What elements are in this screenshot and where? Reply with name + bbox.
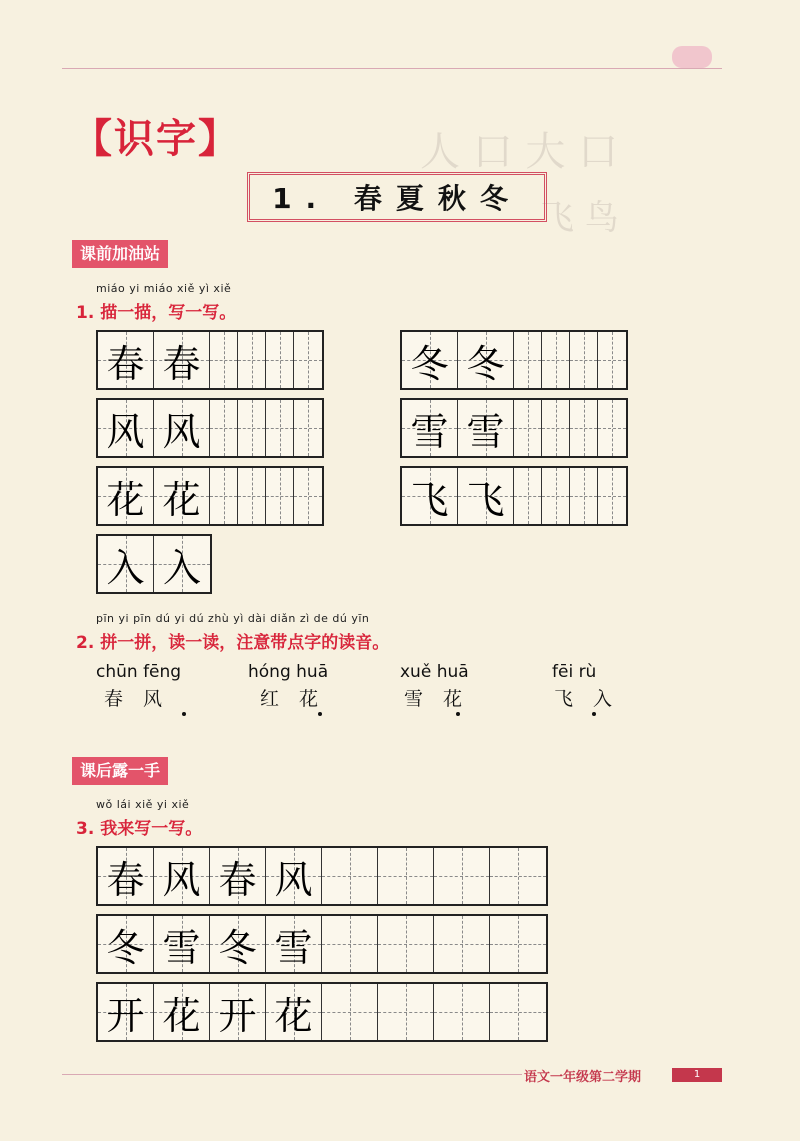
section-label: 【识字】 (72, 116, 240, 162)
q1-grid-row-dong[interactable] (400, 330, 628, 390)
written-char: 风 (274, 857, 313, 902)
q3-pinyin: wǒ lái xiě yi xiě (96, 798, 190, 811)
model-char: 风 (106, 409, 145, 454)
model-char: 花 (106, 477, 145, 522)
grid-cell[interactable] (570, 332, 598, 388)
grid-cell[interactable] (322, 984, 378, 1040)
grid-cell[interactable] (322, 848, 378, 904)
trace-char: 春 (162, 341, 201, 386)
bleed-through-decoration: 人 口 大 口 (420, 129, 619, 175)
model-char: 飞 (410, 477, 449, 522)
q1-grid-row-xue[interactable] (400, 398, 628, 458)
grid-cell[interactable] (570, 468, 598, 524)
q1-grid-row-feng[interactable] (96, 398, 324, 458)
q2-word-pinyin: fēi rù (552, 662, 597, 682)
q1-pinyin: miáo yi miáo xiě yì xiě (96, 282, 232, 295)
grid-cell[interactable] (402, 400, 458, 456)
q1-instruction: 1. 描一描，写一写。 (76, 303, 237, 323)
grid-cell[interactable] (210, 984, 266, 1040)
grid-cell[interactable] (98, 332, 154, 388)
model-char: 春 (106, 857, 145, 902)
grid-cell[interactable] (598, 332, 626, 388)
written-char: 冬 (218, 925, 257, 970)
model-char: 雪 (410, 409, 449, 454)
trace-char: 风 (162, 409, 201, 454)
grid-cell[interactable] (154, 332, 210, 388)
q2-word-chars: 雪花 (404, 688, 483, 710)
grid-cell[interactable] (98, 848, 154, 904)
grid-cell[interactable] (294, 332, 322, 388)
model-char: 花 (162, 993, 201, 1038)
model-char: 入 (106, 545, 145, 590)
q2-word-pinyin: chūn fēng (96, 662, 182, 682)
tab-before-class: 课前加油站 (72, 240, 168, 268)
grid-cell[interactable] (238, 400, 266, 456)
footer-rule (62, 1074, 522, 1075)
grid-cell[interactable] (458, 332, 514, 388)
grid-cell[interactable] (514, 332, 542, 388)
grid-cell[interactable] (98, 400, 154, 456)
grid-cell[interactable] (490, 848, 546, 904)
grid-cell[interactable] (154, 468, 210, 524)
header-badge (672, 46, 712, 68)
grid-cell[interactable] (210, 848, 266, 904)
grid-cell[interactable] (458, 400, 514, 456)
grid-cell[interactable] (98, 984, 154, 1040)
grid-cell[interactable] (98, 536, 154, 592)
emphasis-dot (182, 712, 186, 716)
trace-char: 花 (162, 477, 201, 522)
trace-char: 雪 (466, 409, 505, 454)
grid-cell[interactable] (266, 400, 294, 456)
bleed-through-decoration: 飞 鸟 (540, 198, 619, 238)
q2-pinyin: pīn yi pīn dú yi dú zhù yì dài diǎn zì de dú yīn (96, 612, 370, 625)
grid-cell[interactable] (434, 984, 490, 1040)
grid-cell[interactable] (238, 332, 266, 388)
model-char: 冬 (410, 341, 449, 386)
grid-cell[interactable] (154, 916, 210, 972)
grid-cell[interactable] (266, 916, 322, 972)
grid-cell[interactable] (266, 332, 294, 388)
grid-cell[interactable] (542, 468, 570, 524)
page-number: 1 (672, 1068, 722, 1082)
grid-cell[interactable] (210, 916, 266, 972)
grid-cell[interactable] (154, 984, 210, 1040)
grid-cell[interactable] (514, 468, 542, 524)
grid-cell[interactable] (294, 400, 322, 456)
grid-cell[interactable] (266, 468, 294, 524)
model-char: 雪 (162, 925, 201, 970)
grid-cell[interactable] (266, 848, 322, 904)
q3-grid-row-3[interactable] (96, 982, 548, 1042)
q3-grid-row-1[interactable] (96, 846, 548, 906)
q2-word-pinyin: xuě huā (400, 662, 469, 682)
q2-word-chars: 飞入 (554, 688, 633, 710)
written-char: 春 (218, 857, 257, 902)
written-char: 开 (218, 993, 257, 1038)
emphasis-dot (592, 712, 596, 716)
emphasis-dot (456, 712, 460, 716)
grid-cell[interactable] (458, 468, 514, 524)
model-char: 冬 (106, 925, 145, 970)
q3-grid-row-2[interactable] (96, 914, 548, 974)
grid-cell[interactable] (154, 536, 210, 592)
q1-grid-row-ru[interactable] (96, 534, 212, 594)
header-rule (62, 68, 722, 69)
grid-cell[interactable] (210, 468, 238, 524)
grid-cell[interactable] (490, 916, 546, 972)
q1-grid-row-chun[interactable] (96, 330, 324, 390)
trace-char: 入 (162, 545, 201, 590)
grid-cell[interactable] (542, 400, 570, 456)
trace-char: 飞 (466, 477, 505, 522)
grid-cell[interactable] (210, 332, 238, 388)
q2-instruction: 2. 拼一拼，读一读，注意带点字的读音。 (76, 633, 390, 653)
grid-cell[interactable] (294, 468, 322, 524)
grid-cell[interactable] (154, 848, 210, 904)
model-char: 风 (162, 857, 201, 902)
emphasis-dot (318, 712, 322, 716)
grid-cell[interactable] (570, 400, 598, 456)
q2-word-chars: 春风 (104, 688, 183, 710)
grid-cell[interactable] (434, 916, 490, 972)
footer-text: 语文一年级第二学期 (524, 1070, 642, 1085)
grid-cell[interactable] (378, 984, 434, 1040)
trace-char: 冬 (466, 341, 505, 386)
grid-cell[interactable] (514, 400, 542, 456)
model-char: 春 (106, 341, 145, 386)
q2-word-chars: 红花 (260, 688, 339, 710)
grid-cell[interactable] (210, 400, 238, 456)
q2-word-pinyin: hóng huā (248, 662, 329, 682)
grid-cell[interactable] (542, 332, 570, 388)
written-char: 雪 (274, 925, 313, 970)
grid-cell[interactable] (266, 984, 322, 1040)
q3-instruction: 3. 我来写一写。 (76, 819, 203, 839)
grid-cell[interactable] (322, 916, 378, 972)
grid-cell[interactable] (98, 468, 154, 524)
grid-cell[interactable] (98, 916, 154, 972)
grid-cell[interactable] (598, 468, 626, 524)
grid-cell[interactable] (378, 848, 434, 904)
grid-cell[interactable] (238, 468, 266, 524)
lesson-title: 1. 春夏秋冬 (247, 172, 547, 222)
grid-cell[interactable] (402, 468, 458, 524)
grid-cell[interactable] (490, 984, 546, 1040)
q1-grid-row-hua[interactable] (96, 466, 324, 526)
tab-after-class: 课后露一手 (72, 757, 168, 785)
grid-cell[interactable] (378, 916, 434, 972)
grid-cell[interactable] (402, 332, 458, 388)
grid-cell[interactable] (434, 848, 490, 904)
grid-cell[interactable] (154, 400, 210, 456)
written-char: 花 (274, 993, 313, 1038)
grid-cell[interactable] (598, 400, 626, 456)
q1-grid-row-fei[interactable] (400, 466, 628, 526)
model-char: 开 (106, 993, 145, 1038)
